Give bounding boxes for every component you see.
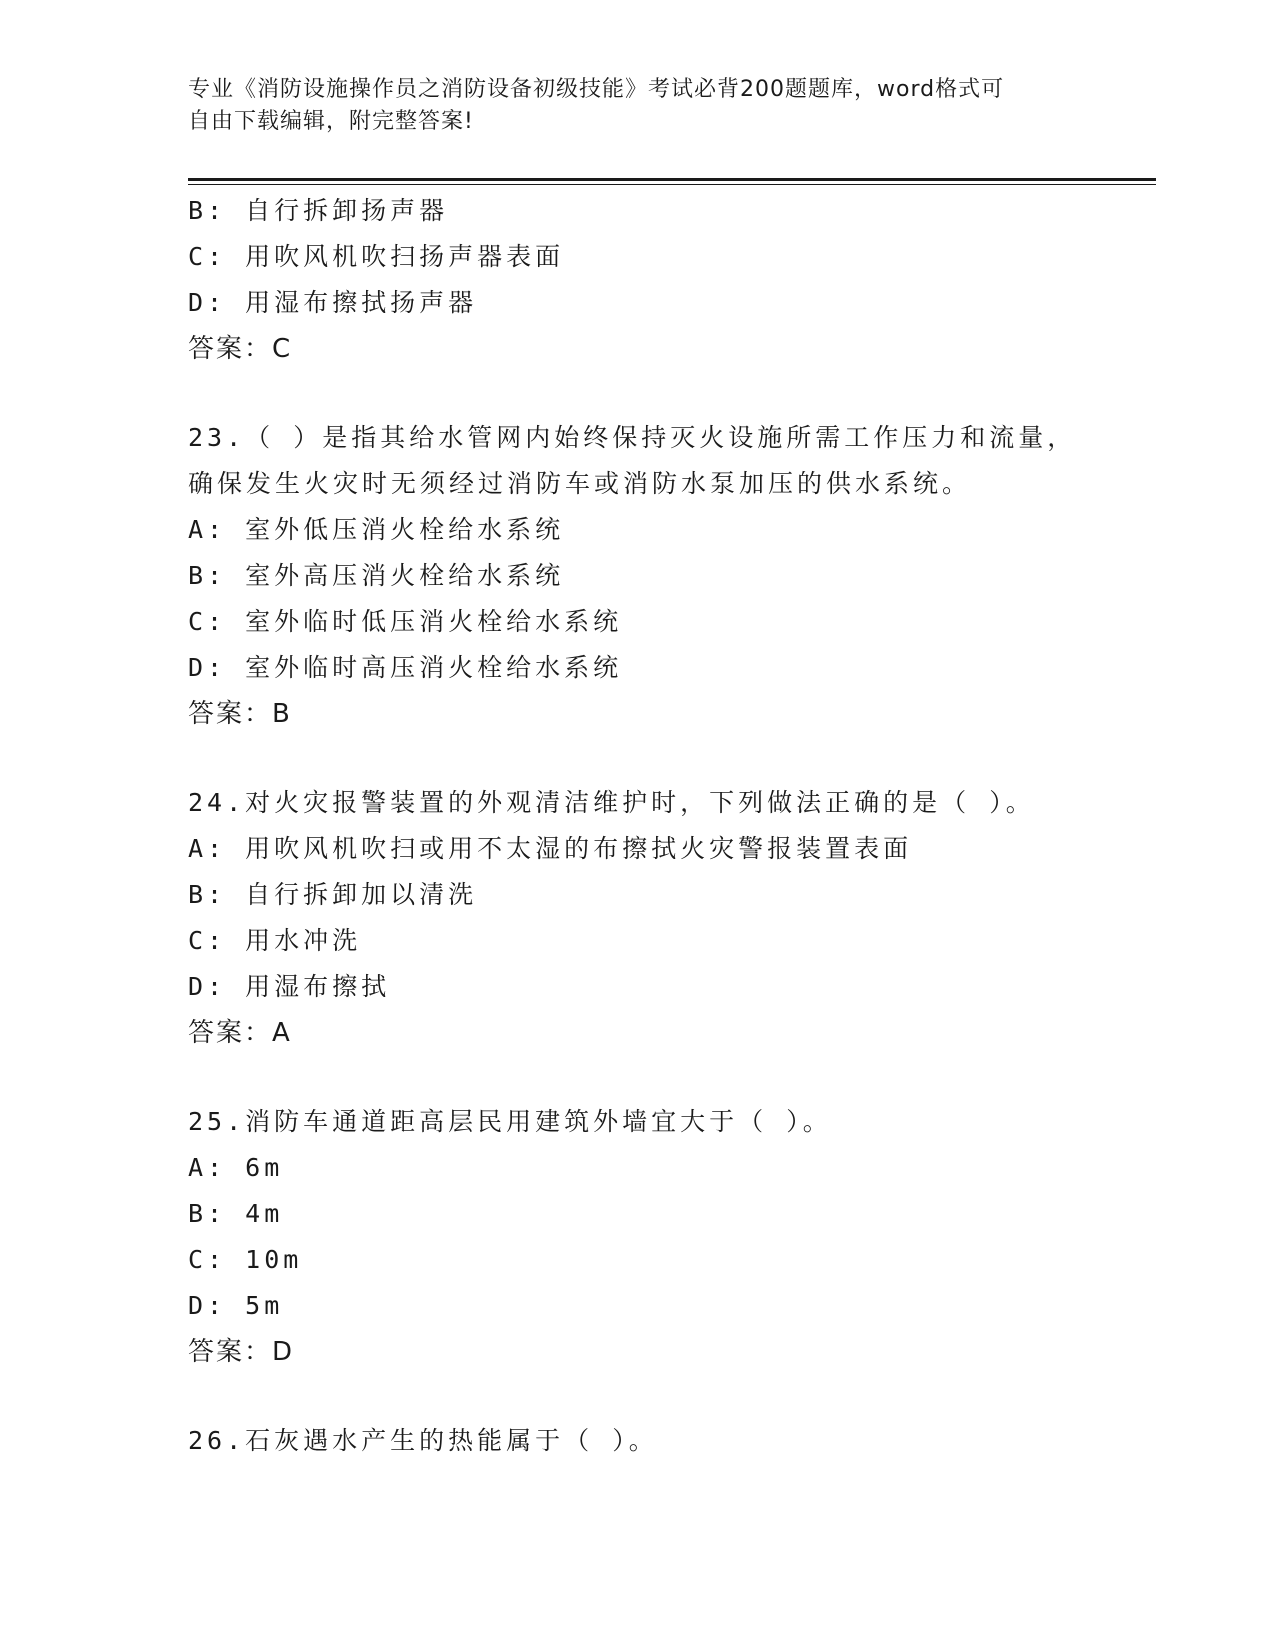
option-b: B: 室外高压消火栓给水系统 — [188, 561, 565, 590]
answer-line: 答案：D — [188, 1337, 295, 1367]
header-rule-thin — [188, 184, 1156, 185]
question-22-continuation — [188, 188, 1168, 372]
option-d: D: 室外临时高压消火栓给水系统 — [188, 653, 623, 682]
answer-line: 答案：C — [188, 334, 293, 364]
option-b: B: 4m — [188, 1199, 284, 1228]
question-26 — [188, 1418, 1168, 1464]
option-a: A: 用吹风机吹扫或用不太湿的布擦拭火灾警报装置表面 — [188, 834, 913, 863]
question-stem: 25.消防车通道距高层民用建筑外墙宜大于（ ）。 — [188, 1107, 832, 1136]
option-c: C: 室外临时低压消火栓给水系统 — [188, 607, 623, 636]
answer-line: 答案：B — [188, 699, 292, 729]
option-b: B: 自行拆卸加以清洗 — [188, 880, 478, 909]
spacer — [188, 1056, 1168, 1099]
spacer — [188, 737, 1168, 780]
question-24 — [188, 780, 1168, 1056]
option-c: C: 10m — [188, 1245, 303, 1274]
option-b: B: 自行拆卸扬声器 — [188, 196, 449, 225]
document-body — [188, 188, 1168, 1464]
header-title-line-1: 专业《消防设施操作员之消防设备初级技能》考试必背200题题库，word格式可 — [188, 77, 1005, 102]
question-stem: 23.（ ）是指其给水管网内始终保持灭火设施所需工作压力和流量， — [188, 423, 1077, 452]
spacer — [188, 372, 1168, 415]
document-header — [188, 74, 1108, 138]
question-stem: 确保发生火灾时无须经过消防车或消防水泵加压的供水系统。 — [188, 469, 972, 498]
header-rule-thick — [188, 178, 1156, 181]
option-c: C: 用吹风机吹扫扬声器表面 — [188, 242, 565, 271]
question-25 — [188, 1099, 1168, 1375]
question-23 — [188, 415, 1168, 737]
option-d: D: 用湿布擦拭扬声器 — [188, 288, 478, 317]
header-title-line-2: 自由下载编辑，附完整答案! — [188, 109, 474, 134]
option-a: A: 6m — [188, 1153, 284, 1182]
option-d: D: 用湿布擦拭 — [188, 972, 391, 1001]
answer-line: 答案：A — [188, 1018, 292, 1048]
spacer — [188, 1375, 1168, 1418]
option-c: C: 用水冲洗 — [188, 926, 362, 955]
option-a: A: 室外低压消火栓给水系统 — [188, 515, 565, 544]
question-stem: 26.石灰遇水产生的热能属于（ ）。 — [188, 1426, 658, 1455]
question-stem: 24.对火灾报警装置的外观清洁维护时，下列做法正确的是（ ）。 — [188, 788, 1035, 817]
option-d: D: 5m — [188, 1291, 284, 1320]
